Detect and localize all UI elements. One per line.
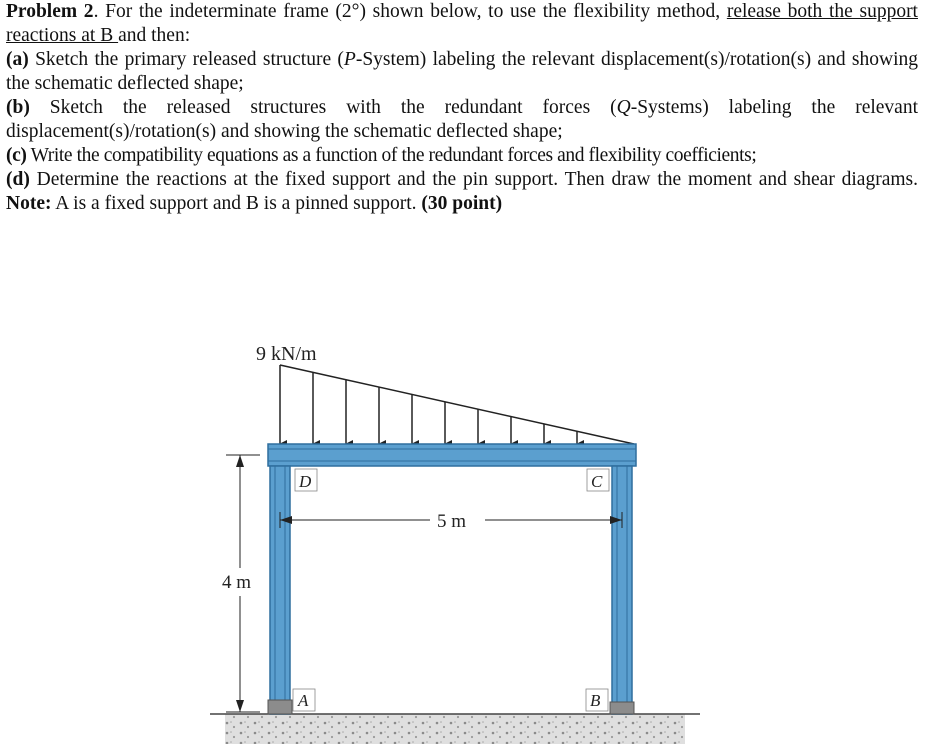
problem-statement (6, 0, 918, 216)
part-a-italic: P (343, 49, 356, 70)
span-dimension (280, 511, 622, 532)
label-d: D (299, 472, 312, 491)
height-label: 4 m (222, 572, 252, 593)
part-b (6, 96, 918, 144)
part-d (6, 168, 918, 216)
part-d-text: Determine the reactions at the fixed support and the pin support. Then draw the moment and shear diagrams. (29, 169, 918, 190)
label-c: C (591, 472, 603, 491)
ground (210, 714, 700, 744)
node-label-b (586, 689, 608, 711)
frame-figure (0, 320, 949, 755)
note-label: Note: (6, 193, 52, 214)
part-b-text-end: -Systems) labeling the relevant displacement(s)/rotation(s) and showing the schematic deflected shape; (6, 97, 918, 142)
intro-text: . For the indeterminate frame (2°) shown below, to use the flexibility method, (93, 1, 727, 22)
pin-support-b (610, 702, 634, 714)
load-top-line (280, 365, 634, 444)
column-ad (268, 466, 292, 714)
part-b-label: (b) (6, 97, 30, 118)
part-c-text: Write the compatibility equations as a function of the redundant forces and flexibility coefficients; (26, 145, 757, 166)
part-a-text-end: -System) labeling the relevant displacement(s)/rotation(s) and showing the schematic deflected shape; (6, 49, 918, 94)
label-a: A (298, 691, 309, 710)
part-a-label: (a) (6, 49, 29, 70)
distributed-load (256, 343, 634, 444)
part-d-label: (d) (6, 169, 30, 190)
fixed-support-a (268, 700, 292, 714)
points-label: (30 point) (421, 193, 503, 214)
intro-end-text: and then: (118, 25, 191, 46)
part-a (6, 48, 918, 96)
problem-intro (6, 0, 918, 48)
node-label-c (587, 469, 609, 491)
intro-underlined-text: release both the support reactions at B (6, 1, 918, 46)
column-bc (610, 466, 634, 714)
part-c-label: (c) (6, 145, 27, 166)
part-b-italic: Q (616, 97, 631, 118)
part-b-text: Sketch the released structures with the redundant forces ( (29, 97, 617, 118)
problem-label: Problem 2 (6, 1, 94, 22)
note-text: A is a fixed support and B is a pinned support. (51, 193, 422, 214)
load-label: 9 kN/m (256, 343, 317, 365)
height-dimension (222, 455, 260, 712)
part-a-text: Sketch the primary released structure ( (28, 49, 344, 70)
node-label-d (295, 469, 317, 491)
beam-dc (268, 444, 636, 466)
span-label: 5 m (437, 511, 467, 532)
part-c (6, 144, 918, 168)
label-b: B (590, 691, 601, 710)
node-label-a (293, 689, 315, 711)
